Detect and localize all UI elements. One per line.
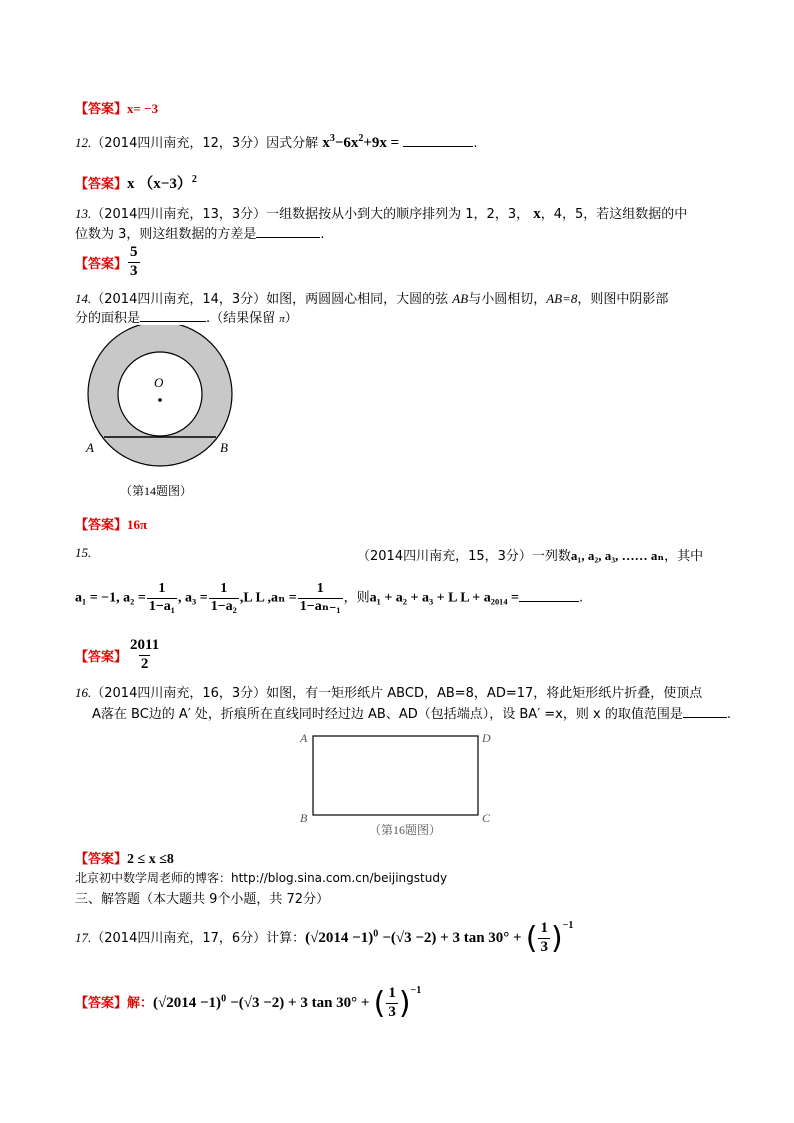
- q17-answer: 【答案】解：$(√2014 -1)^0 -(√3 -2) + 3$ tan 30° + ( $\frac{1}{3}$ )$^{-1}$: [75, 985, 422, 1021]
- q11-answer: [75, 98, 158, 117]
- q13-answer: 【答案】 $\frac{5}{3}$: [75, 244, 138, 279]
- q14-answer-value: 16π: [127, 517, 148, 532]
- q12-text: 因式分解: [266, 136, 319, 151]
- q12-answer: 【答案】x $(x-3)^2$: [75, 174, 197, 192]
- q13-question: 13.（2014四川南充，13，3分）一组数据按从小到大的顺序排列为 1，2，3， x，4，5，若这组数据的中: [75, 206, 688, 222]
- q15-formula-line: a₁ = −1, a₂ = $\frac{1}{\text{1−a₁}}$ , a₃ = $\frac{1}{\text{1−a₂}}$ ,L L ,aₙ = $\frac{1}{\text{1−aₙ₋₁}}$ ，则a₁ + a₂ + a₃ + L L + a₂₀₁₄ = .: [75, 581, 584, 614]
- label-a: A: [300, 731, 308, 745]
- q12-expr: $x^3-6x^2+9x$ =: [322, 133, 400, 151]
- q12-answer-value: x $(x-3)^2$: [127, 174, 197, 192]
- label-o: O: [154, 375, 164, 390]
- label-b: B: [220, 440, 228, 455]
- q14-question-line2: 分的面积是 .（结果保留 π）: [75, 311, 298, 326]
- q16-caption: （第16题图）: [369, 823, 442, 837]
- q16-figure: [295, 726, 500, 826]
- q14-question: 14.（2014四川南充，14，3分）如图，两圆圆心相同，大圆的弦 AB与小圆相切，AB=8，则图中阴影部: [75, 291, 669, 307]
- q16-answer: 【答案】2 ≤ x ≤8: [75, 852, 174, 867]
- small-circle: [118, 352, 202, 436]
- q13-answer-fraction: $\frac{5}{3}$: [130, 244, 138, 279]
- blog-line: 北京初中数学周老师的博客：http://blog.sina.com.cn/beijingstudy: [75, 871, 448, 885]
- q16-question-line2: A落在 BC边的 A′ 处，折痕所在直线同时经过边 AB、AD（包括端点），设 BA′ =x，则 x 的取值范围是 .: [92, 707, 731, 722]
- q17-question: 17.（2014四川南充，17，6分）计算：$(√2014 -1)^0 -(√3 -2) + 3$ tan 30° + ( $\frac{1}{3}$ )$^{-1}$: [75, 920, 574, 956]
- answer-tag: 【答案】: [75, 102, 128, 117]
- q11-answer-value: x= −3: [127, 101, 159, 116]
- q15-answer-fraction: $\frac{2011}{2}$: [130, 637, 160, 672]
- answer-blank: [256, 226, 320, 238]
- q12-number: 12.: [75, 135, 92, 150]
- section-heading: 三、解答题（本大题共 9个小题，共 72分）: [75, 892, 330, 907]
- q12-source: （2014四川南充，12，3分）: [91, 136, 267, 151]
- q14-answer: 【答案】16π: [75, 517, 148, 533]
- q12-question: 12.（2014四川南充，12，3分）因式分解 $x^3-6x^2+9x$ = .: [75, 133, 478, 151]
- label-d: D: [482, 731, 491, 745]
- label-b: B: [300, 811, 308, 825]
- q15-source-line: （2014四川南充，15，3分）一列数a₁, a₂, a₃, …… aₙ，其中: [357, 548, 704, 564]
- q14-caption: （第14题图）: [120, 484, 193, 498]
- q14-figure: [80, 325, 250, 470]
- q13-question-line2: 位数为 3，则这组数据的方差是 .: [75, 227, 325, 242]
- q16-question: 16.（2014四川南充，16，3分）如图，有一矩形纸片 ABCD，AB=8，AD=17，将此矩形纸片折叠，使顶点: [75, 685, 703, 701]
- q16-answer-value: 2 ≤ x ≤8: [127, 852, 174, 867]
- answer-blank: [140, 310, 206, 322]
- q15-answer: 【答案】 $\frac{2011}{2}$: [75, 637, 160, 672]
- rectangle-abcd: [313, 736, 478, 815]
- answer-blank: [683, 706, 727, 718]
- label-c: C: [482, 811, 491, 825]
- answer-blank: [519, 590, 579, 602]
- answer-blank: [403, 135, 473, 147]
- label-a: A: [86, 440, 94, 455]
- q15-number: 15.: [75, 545, 92, 560]
- center-point: [158, 398, 162, 402]
